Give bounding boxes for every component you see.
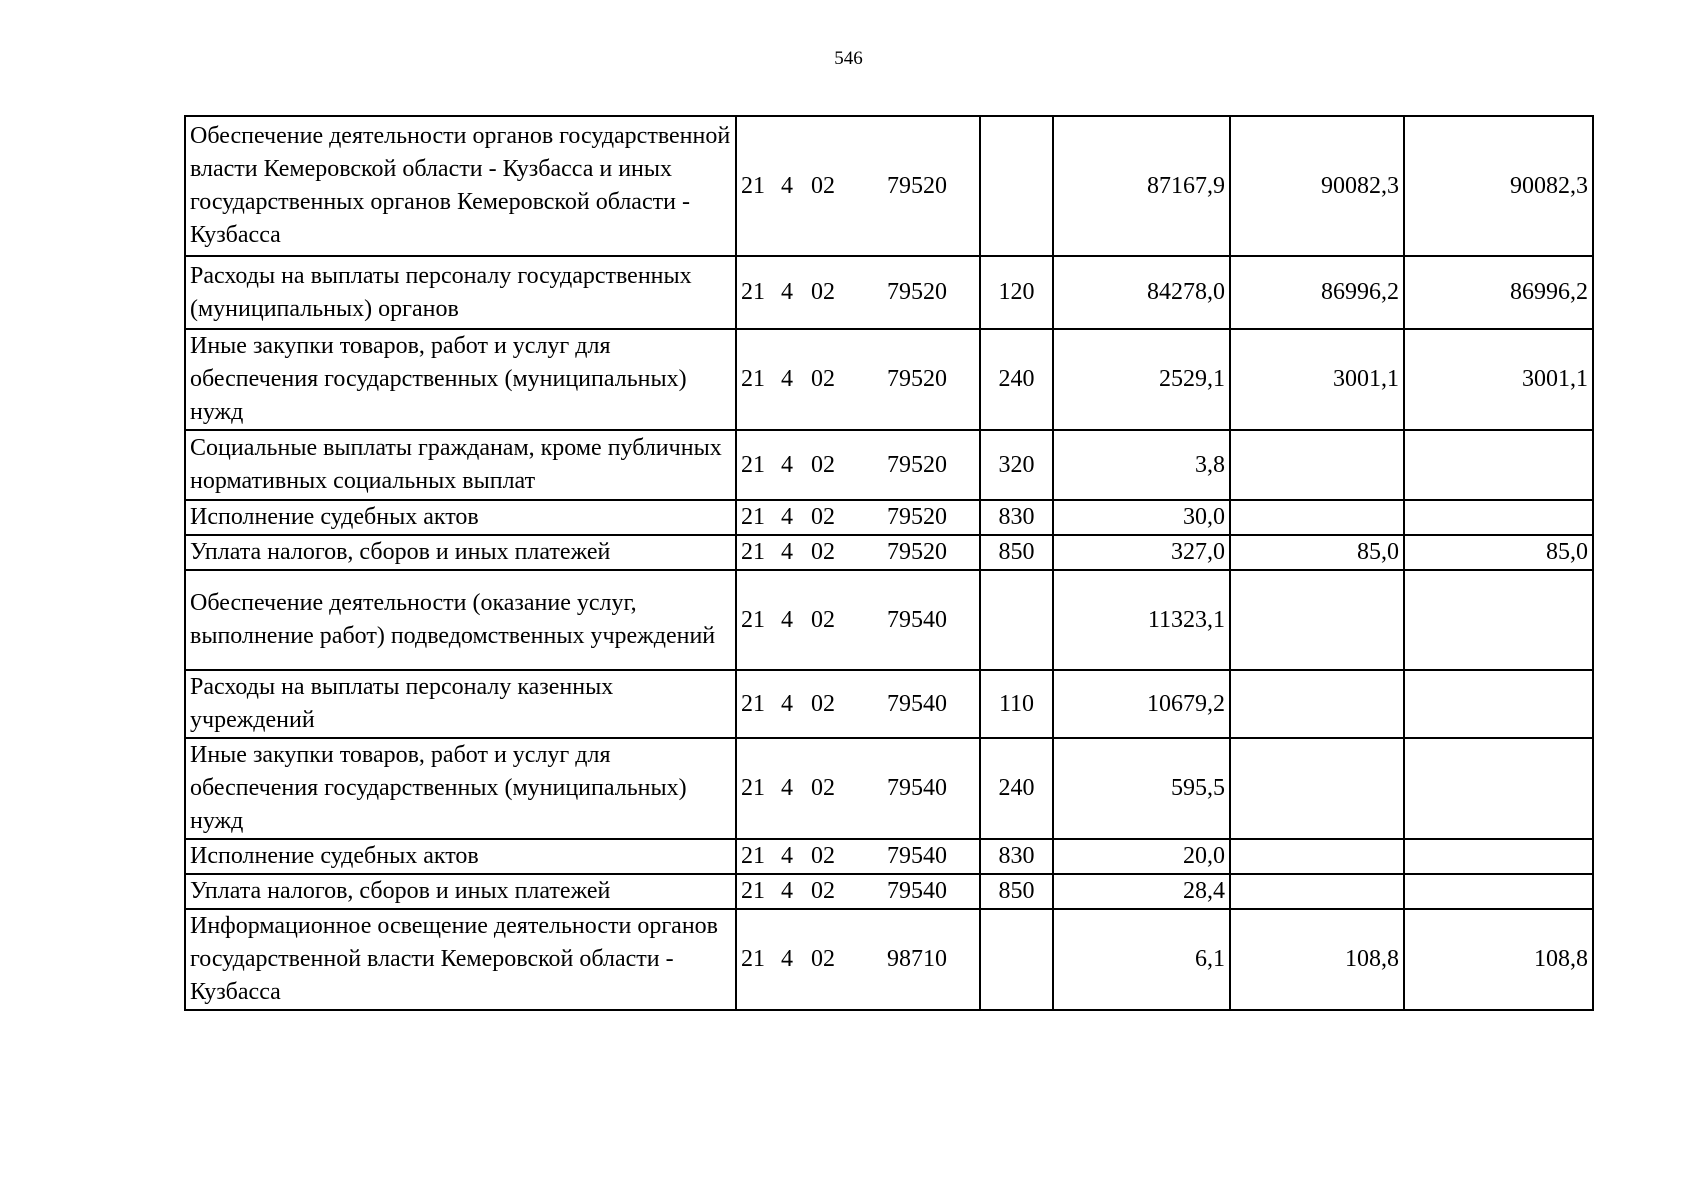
- group-code: 02: [811, 606, 835, 633]
- amount-year-1: 327,0: [1053, 535, 1230, 570]
- table-row: [185, 329, 1593, 430]
- table-row: [185, 670, 1593, 738]
- subprogram-code: 4: [781, 946, 793, 972]
- expense-type-code: 120: [980, 256, 1053, 329]
- amount-year-2: [1230, 670, 1404, 738]
- row-name: Исполнение судебных актов: [185, 839, 736, 874]
- subprogram-code: 4: [781, 775, 793, 801]
- expense-type-code: 830: [980, 500, 1053, 535]
- row-codes: [736, 570, 980, 670]
- amount-year-3: [1404, 874, 1593, 909]
- direction-code: 79540: [887, 843, 947, 869]
- section-code: 21: [741, 279, 765, 305]
- amount-year-1: 2529,1: [1053, 329, 1230, 430]
- subprogram-code: 4: [781, 451, 793, 478]
- row-name: Обеспечение деятельности органов государственной власти Кемеровской области - Кузбасса и иных государственных органов Кемеровской области - Кузбасса: [185, 116, 736, 256]
- subprogram-code: 4: [781, 690, 793, 717]
- amount-year-1: 84278,0: [1053, 256, 1230, 329]
- subprogram-code: 4: [781, 539, 793, 565]
- amount-year-3: [1404, 738, 1593, 839]
- amount-year-3: 90082,3: [1404, 116, 1593, 256]
- section-code: 21: [741, 172, 765, 199]
- row-name: Расходы на выплаты персоналу казенных учреждений: [185, 670, 736, 738]
- table-row: [185, 874, 1593, 909]
- expense-type-code: 830: [980, 839, 1053, 874]
- expense-type-code: 850: [980, 874, 1053, 909]
- direction-code: 79540: [887, 606, 947, 633]
- table-row: [185, 430, 1593, 500]
- amount-year-1: 6,1: [1053, 909, 1230, 1010]
- direction-code: 79520: [887, 451, 947, 478]
- amount-year-2: 85,0: [1230, 535, 1404, 570]
- page-number: 546: [834, 48, 863, 69]
- amount-year-1: 3,8: [1053, 430, 1230, 500]
- amount-year-2: [1230, 500, 1404, 535]
- subprogram-code: 4: [781, 366, 793, 392]
- budget-table-body: [185, 116, 1593, 1010]
- amount-year-3: [1404, 839, 1593, 874]
- section-code: 21: [741, 946, 765, 972]
- row-name: Иные закупки товаров, работ и услуг для обеспечения государственных (муниципальных) нужд: [185, 329, 736, 430]
- row-name: Исполнение судебных актов: [185, 500, 736, 535]
- row-name: Обеспечение деятельности (оказание услуг, выполнение работ) подведомственных учреждений: [185, 570, 736, 670]
- amount-year-3: 3001,1: [1404, 329, 1593, 430]
- amount-year-3: [1404, 500, 1593, 535]
- group-code: 02: [811, 775, 835, 801]
- row-name: Информационное освещение деятельности органов государственной власти Кемеровской области - Кузбасса: [185, 909, 736, 1010]
- row-name: Уплата налогов, сборов и иных платежей: [185, 874, 736, 909]
- section-code: 21: [741, 606, 765, 633]
- amount-year-1: 595,5: [1053, 738, 1230, 839]
- group-code: 02: [811, 366, 835, 392]
- group-code: 02: [811, 451, 835, 478]
- group-code: 02: [811, 504, 835, 530]
- subprogram-code: 4: [781, 279, 793, 305]
- amount-year-1: 30,0: [1053, 500, 1230, 535]
- section-code: 21: [741, 775, 765, 801]
- expense-type-code: 240: [980, 738, 1053, 839]
- section-code: 21: [741, 878, 765, 904]
- row-codes: [736, 500, 980, 535]
- table-row: [185, 909, 1593, 1010]
- row-codes: [736, 738, 980, 839]
- table-row: [185, 570, 1593, 670]
- amount-year-3: [1404, 670, 1593, 738]
- amount-year-1: 11323,1: [1053, 570, 1230, 670]
- section-code: 21: [741, 690, 765, 717]
- amount-year-2: [1230, 874, 1404, 909]
- subprogram-code: 4: [781, 606, 793, 633]
- amount-year-2: [1230, 738, 1404, 839]
- row-name: Расходы на выплаты персоналу государственных (муниципальных) органов: [185, 256, 736, 329]
- group-code: 02: [811, 690, 835, 717]
- table-row: [185, 256, 1593, 329]
- row-codes: [736, 670, 980, 738]
- amount-year-2: 90082,3: [1230, 116, 1404, 256]
- subprogram-code: 4: [781, 843, 793, 869]
- amount-year-2: [1230, 430, 1404, 500]
- row-codes: [736, 256, 980, 329]
- amount-year-3: [1404, 570, 1593, 670]
- amount-year-2: [1230, 839, 1404, 874]
- direction-code: 79540: [887, 878, 947, 904]
- subprogram-code: 4: [781, 504, 793, 530]
- amount-year-2: [1230, 570, 1404, 670]
- amount-year-3: [1404, 430, 1593, 500]
- expense-type-code: 110: [980, 670, 1053, 738]
- section-code: 21: [741, 843, 765, 869]
- amount-year-1: 28,4: [1053, 874, 1230, 909]
- amount-year-2: 108,8: [1230, 909, 1404, 1010]
- budget-table: [184, 115, 1594, 1011]
- amount-year-2: 86996,2: [1230, 256, 1404, 329]
- expense-type-code: [980, 116, 1053, 256]
- row-codes: [736, 909, 980, 1010]
- group-code: 02: [811, 172, 835, 199]
- row-name: Иные закупки товаров, работ и услуг для обеспечения государственных (муниципальных) нужд: [185, 738, 736, 839]
- section-code: 21: [741, 451, 765, 478]
- group-code: 02: [811, 539, 835, 565]
- direction-code: 79540: [887, 775, 947, 801]
- row-codes: [736, 430, 980, 500]
- direction-code: 79520: [887, 366, 947, 392]
- table-row: [185, 116, 1593, 256]
- amount-year-1: 87167,9: [1053, 116, 1230, 256]
- direction-code: 79520: [887, 539, 947, 565]
- amount-year-3: 108,8: [1404, 909, 1593, 1010]
- subprogram-code: 4: [781, 878, 793, 904]
- group-code: 02: [811, 279, 835, 305]
- direction-code: 79520: [887, 504, 947, 530]
- section-code: 21: [741, 539, 765, 565]
- direction-code: 98710: [887, 946, 947, 972]
- row-codes: [736, 839, 980, 874]
- table-row: [185, 839, 1593, 874]
- section-code: 21: [741, 504, 765, 530]
- row-name: Социальные выплаты гражданам, кроме публичных нормативных социальных выплат: [185, 430, 736, 500]
- group-code: 02: [811, 946, 835, 972]
- table-row: [185, 500, 1593, 535]
- expense-type-code: [980, 909, 1053, 1010]
- group-code: 02: [811, 878, 835, 904]
- amount-year-3: 85,0: [1404, 535, 1593, 570]
- amount-year-1: 10679,2: [1053, 670, 1230, 738]
- expense-type-code: 850: [980, 535, 1053, 570]
- amount-year-2: 3001,1: [1230, 329, 1404, 430]
- table-row: [185, 738, 1593, 839]
- amount-year-3: 86996,2: [1404, 256, 1593, 329]
- subprogram-code: 4: [781, 172, 793, 199]
- expense-type-code: [980, 570, 1053, 670]
- expense-type-code: 320: [980, 430, 1053, 500]
- table-row: [185, 535, 1593, 570]
- section-code: 21: [741, 366, 765, 392]
- row-codes: [736, 329, 980, 430]
- row-name: Уплата налогов, сборов и иных платежей: [185, 535, 736, 570]
- expense-type-code: 240: [980, 329, 1053, 430]
- group-code: 02: [811, 843, 835, 869]
- direction-code: 79540: [887, 690, 947, 717]
- direction-code: 79520: [887, 279, 947, 305]
- row-codes: [736, 874, 980, 909]
- row-codes: [736, 116, 980, 256]
- row-codes: [736, 535, 980, 570]
- direction-code: 79520: [887, 172, 947, 199]
- amount-year-1: 20,0: [1053, 839, 1230, 874]
